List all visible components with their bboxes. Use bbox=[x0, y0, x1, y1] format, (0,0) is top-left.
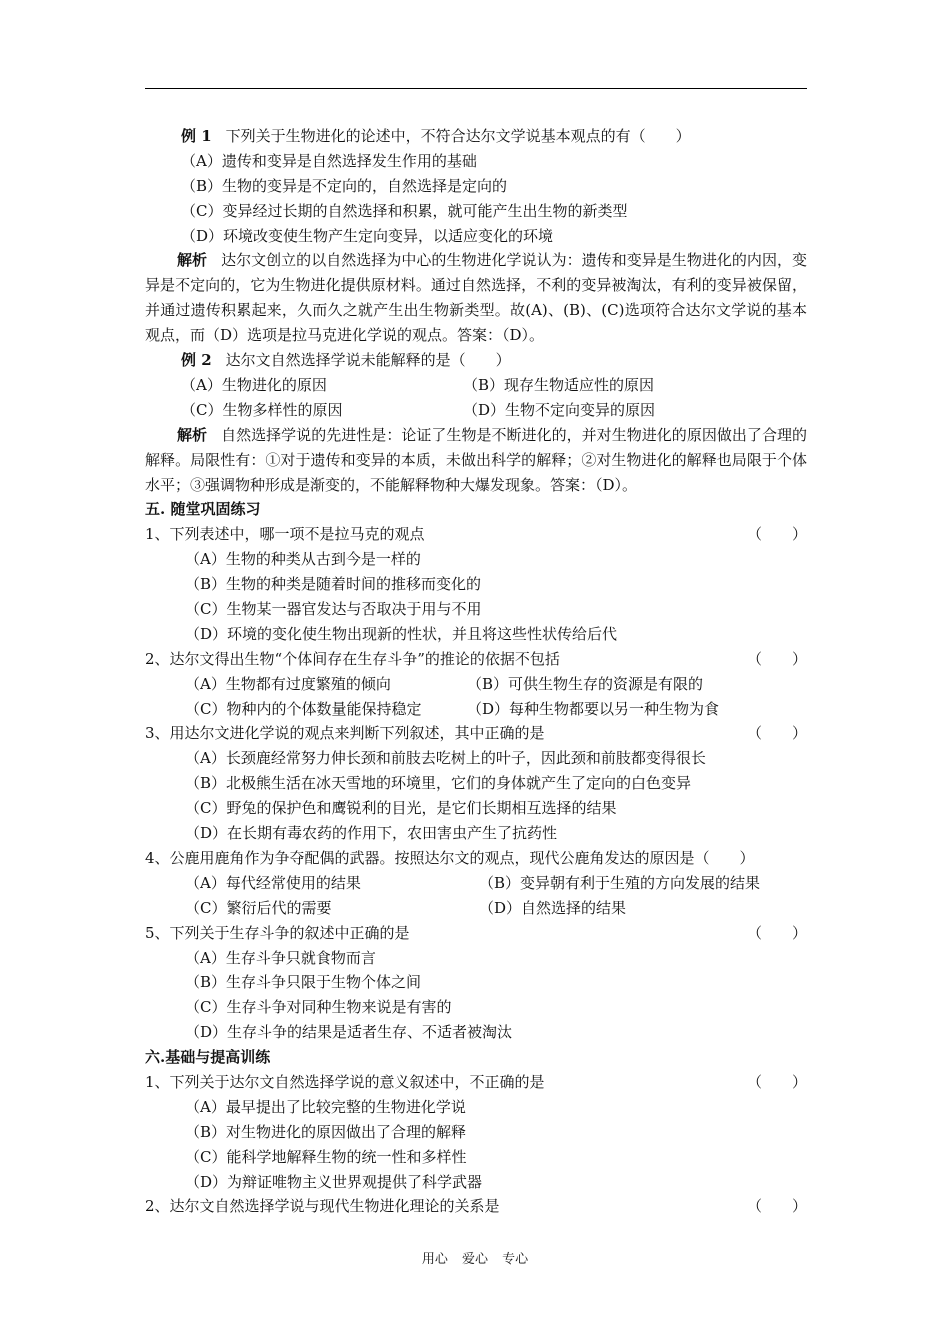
s5-q5-answer-blank: （ ） bbox=[746, 923, 807, 942]
s5-q3-option-b: （B）北极熊生活在冰天雪地的环境里，它们的身体就产生了定向的白色变异 bbox=[185, 774, 692, 793]
document-body bbox=[145, 124, 807, 1219]
s5-q1-option-a: （A）生物的种类从古到今是一样的 bbox=[185, 550, 421, 569]
example1-option-b: （B）生物的变异是不定向的，自然选择是定向的 bbox=[181, 176, 508, 195]
example1-option-d: （D）环境改变使生物产生定向变异，以适应变化的环境 bbox=[181, 226, 554, 245]
s5-q1-text: 1、下列表述中，哪一项不是拉马克的观点 bbox=[145, 525, 425, 544]
s5-q2-option-d: （D）每种生物都要以另一种生物为食 bbox=[467, 699, 720, 718]
example2-question-text: 达尔文自然选择学说未能解释的是（ ） bbox=[225, 351, 511, 370]
example2-analysis-text: 自然选择学说的先进性是：论证了生物是不断进化的，并对生物进化的原因做出了合理的解释。局限性有：①对于遗传和变异的本质，未做出科学的解释；②对生物进化的解释也局限于个体水平；③强调物种形成是渐变的，不能解释物种大爆发现象。答案：（D）。 bbox=[145, 425, 807, 494]
example2-option-a: （A）生物进化的原因 bbox=[181, 375, 327, 394]
example1-option-a: （A）遗传和变异是自然选择发生作用的基础 bbox=[181, 151, 477, 170]
s5-q1-option-c: （C）生物某一器官发达与否取决于用与不用 bbox=[185, 600, 482, 619]
s6-q2-text: 2、达尔文自然选择学说与现代生物进化理论的关系是 bbox=[145, 1197, 500, 1216]
s5-q4-options-row1 bbox=[145, 871, 807, 896]
example2-option-b: （B）现存生物适应性的原因 bbox=[463, 375, 655, 394]
s5-q5-option-d: （D）生存斗争的结果是适者生存、不适者被淘汰 bbox=[185, 1023, 513, 1042]
s5-q4-options-row2 bbox=[145, 896, 807, 921]
example1-analysis-label: 解析 bbox=[177, 251, 208, 270]
s6-q1-text: 1、下列关于达尔文自然选择学说的意义叙述中，不正确的是 bbox=[145, 1072, 545, 1091]
section5-title: 五. 随堂巩固练习 bbox=[145, 500, 261, 519]
header-rule bbox=[145, 88, 807, 89]
s5-q1-option-d: （D）环境的变化使生物出现新的性状，并且将这些性状传给后代 bbox=[185, 624, 618, 643]
example2-question bbox=[145, 348, 807, 373]
s6-q1-answer-blank: （ ） bbox=[746, 1072, 807, 1091]
s5-q1-option-b: （B）生物的种类是随着时间的推移而变化的 bbox=[185, 575, 482, 594]
example2-analysis bbox=[145, 423, 807, 498]
s6-q1-option-a: （A）最早提出了比较完整的生物进化学说 bbox=[185, 1097, 466, 1116]
s5-q4-option-b: （B）变异朝有利于生殖的方向发展的结果 bbox=[479, 873, 761, 892]
example1-label: 例 1 bbox=[181, 127, 212, 145]
s6-q1 bbox=[145, 1070, 807, 1095]
s5-q5-option-a: （A）生存斗争只就食物而言 bbox=[185, 948, 376, 967]
example1-option-c: （C）变异经过长期的自然选择和积累，就可能产生出生物的新类型 bbox=[181, 201, 628, 220]
example2-options-row1 bbox=[145, 373, 807, 398]
s5-q1-answer-blank: （ ） bbox=[746, 525, 807, 544]
s5-q3-option-c: （C）野兔的保护色和鹰锐利的目光，是它们长期相互选择的结果 bbox=[185, 799, 617, 818]
s5-q4-option-c: （C）繁衍后代的需要 bbox=[185, 898, 332, 917]
s5-q2-options-row2 bbox=[145, 697, 807, 722]
s5-q4: 4、公鹿用鹿角作为争夺配偶的武器。按照达尔文的观点，现代公鹿角发达的原因是（ ） bbox=[145, 848, 755, 867]
example2-option-c: （C）生物多样性的原因 bbox=[181, 400, 343, 419]
s5-q2-option-a: （A）生物都有过度繁殖的倾向 bbox=[185, 674, 391, 693]
s5-q2-options-row1 bbox=[145, 672, 807, 697]
s5-q3-answer-blank: （ ） bbox=[746, 724, 807, 743]
s5-q3 bbox=[145, 721, 807, 746]
s5-q5-option-b: （B）生存斗争只限于生物个体之间 bbox=[185, 973, 422, 992]
s5-q1 bbox=[145, 522, 807, 547]
example2-label: 例 2 bbox=[181, 351, 212, 370]
example2-option-d: （D）生物不定向变异的原因 bbox=[463, 400, 656, 419]
s5-q5-text: 5、下列关于生存斗争的叙述中正确的是 bbox=[145, 923, 410, 942]
s6-q2 bbox=[145, 1194, 807, 1219]
s5-q2 bbox=[145, 647, 807, 672]
s5-q3-text: 3、用达尔文进化学说的观点来判断下列叙述，其中正确的是 bbox=[145, 724, 545, 743]
section6-title: 六.基础与提高训练 bbox=[145, 1048, 271, 1067]
example1-question bbox=[145, 124, 807, 149]
s6-q2-answer-blank: （ ） bbox=[746, 1197, 807, 1216]
s5-q4-option-d: （D）自然选择的结果 bbox=[479, 898, 627, 917]
example2-analysis-label: 解析 bbox=[177, 425, 208, 444]
s5-q2-option-b: （B）可供生物生存的资源是有限的 bbox=[467, 674, 704, 693]
example2-options-row2 bbox=[145, 398, 807, 423]
example1-question-text: 下列关于生物进化的论述中，不符合达尔文学说基本观点的有（ ） bbox=[225, 127, 691, 145]
s5-q3-option-a: （A）长颈鹿经常努力伸长颈和前肢去吃树上的叶子，因此颈和前肢都变得很长 bbox=[185, 749, 706, 768]
s6-q1-option-b: （B）对生物进化的原因做出了合理的解释 bbox=[185, 1122, 467, 1141]
s5-q5-option-c: （C）生存斗争对同种生物来说是有害的 bbox=[185, 998, 452, 1017]
s6-q1-option-c: （C）能科学地解释生物的统一性和多样性 bbox=[185, 1147, 467, 1166]
example1-analysis bbox=[145, 248, 807, 348]
s5-q2-answer-blank: （ ） bbox=[746, 649, 807, 668]
example1-analysis-text: 达尔文创立的以自然选择为中心的生物进化学说认为：遗传和变异是生物进化的内因，变异是不定向的，它为生物进化提供原材料。通过自然选择，不利的变异被淘汰，有利的变异被保留，并通过遗传积累起来，久而久之就产生出生物新类型。故(A)、(B)、(C)选项符合达尔文学说的基本观点，而（D）选项是拉马克进化学说的观点。答案：（D）。 bbox=[145, 251, 807, 345]
s5-q3-option-d: （D）在长期有毒农药的作用下，农田害虫产生了抗药性 bbox=[185, 824, 558, 843]
s6-q1-option-d: （D）为辩证唯物主义世界观提供了科学武器 bbox=[185, 1172, 483, 1191]
s5-q4-option-a: （A）每代经常使用的结果 bbox=[185, 873, 361, 892]
s5-q2-text: 2、达尔文得出生物“个体间存在生存斗争”的推论的依据不包括 bbox=[145, 649, 560, 668]
page-footer: 用心 爱心 专心 bbox=[421, 1252, 529, 1267]
s5-q2-option-c: （C）物种内的个体数量能保持稳定 bbox=[185, 699, 422, 718]
s5-q5 bbox=[145, 921, 807, 946]
